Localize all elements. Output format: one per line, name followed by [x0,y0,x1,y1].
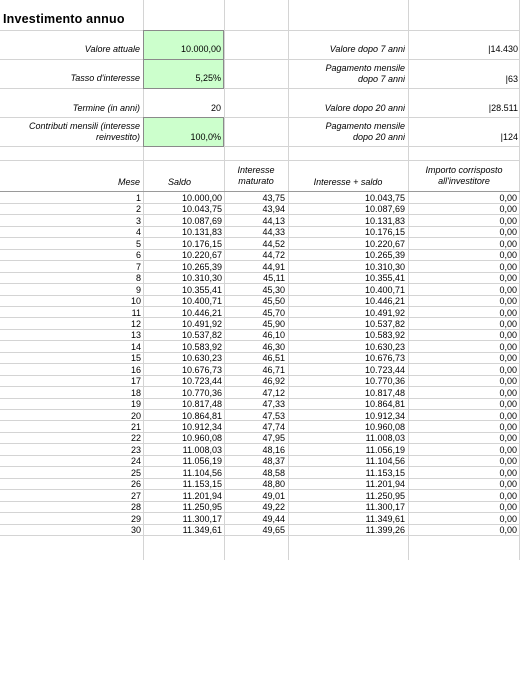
cell-interesse-saldo[interactable]: 10.310,30 [364,262,405,272]
cell-importo[interactable]: 0,00 [499,262,517,272]
table-row [0,238,520,249]
cell-interesse[interactable]: 43,75 [262,194,285,203]
cell-saldo[interactable]: 11.008,03 [182,445,222,455]
table-row [0,215,520,226]
header-interesse-line1: Interesse [237,165,275,175]
cell-interesse-saldo[interactable]: 11.153,15 [365,468,405,478]
cell-saldo[interactable]: 10.723,44 [181,377,222,387]
cell-saldo[interactable]: 10.265,39 [181,262,222,272]
cell-saldo[interactable]: 11.300,17 [182,514,222,524]
cell-interesse-saldo[interactable]: 10.176,15 [364,228,405,238]
cell-interesse-saldo[interactable]: 11.349,61 [365,514,405,524]
cell-mese[interactable]: 28 [130,503,141,513]
cell-importo[interactable]: 0,00 [499,274,517,284]
cell-interesse[interactable]: 48,80 [262,480,285,490]
label-pagamento-20-line1: Pagamento mensile [325,122,405,131]
table-row [0,192,520,203]
cell-mese[interactable]: 14 [130,342,141,352]
cell-interesse[interactable]: 47,74 [262,423,285,432]
label-pagamento-7-line1: Pagamento mensile [325,64,405,73]
cell-interesse[interactable]: 45,11 [263,274,285,284]
cell-mese[interactable]: 9 [135,285,141,295]
cell-interesse-saldo[interactable]: 10.087,69 [364,205,405,215]
cell-saldo[interactable]: 11.201,94 [182,491,222,501]
cell-importo[interactable]: 0,00 [499,354,517,364]
header-interesse-saldo: Interesse + saldo [313,177,383,187]
cell-saldo[interactable]: 10.176,15 [181,239,222,249]
cell-saldo[interactable]: 10.400,71 [181,297,222,307]
cell-importo[interactable]: 0,00 [499,239,517,249]
cell-interesse[interactable]: 47,95 [262,434,285,444]
cell-importo[interactable]: 0,00 [499,503,517,513]
cell-mese[interactable]: 16 [130,365,141,375]
cell-mese[interactable]: 4 [135,228,141,238]
cell-importo[interactable]: 0,00 [499,491,517,501]
table-row [0,432,520,443]
cell-importo[interactable]: 0,00 [499,194,517,203]
label-termine: Termine (in anni) [72,104,140,113]
cell-interesse[interactable]: 45,30 [262,285,285,295]
cell-saldo[interactable]: 10.817,48 [181,400,222,410]
cell-mese[interactable]: 23 [130,445,141,455]
cell-interesse[interactable]: 49,65 [262,526,285,536]
cell-saldo[interactable]: 10.912,34 [181,423,222,432]
cell-importo[interactable]: 0,00 [499,388,517,398]
value-pagamento-20: |124 [500,133,518,142]
cell-interesse-saldo[interactable]: 11.056,19 [365,445,405,455]
cell-mese[interactable]: 25 [130,468,141,478]
cell-importo[interactable]: 0,00 [499,216,517,226]
cell-interesse-saldo[interactable]: 10.676,73 [364,354,405,364]
cell-interesse[interactable]: 46,51 [262,354,285,364]
cell-importo[interactable]: 0,00 [499,308,517,318]
table-row [0,421,520,432]
cell-mese[interactable]: 11 [131,308,141,318]
value-pagamento-7: |63 [505,75,518,84]
cell-importo[interactable]: 0,00 [499,480,517,490]
cell-saldo[interactable]: 10.310,30 [181,274,222,284]
cell-interesse[interactable]: 48,58 [262,468,285,478]
cell-interesse[interactable]: 44,33 [262,228,285,238]
header-mese: Mese [117,177,140,187]
cell-saldo[interactable]: 11.104,56 [182,468,222,478]
label-pagamento-20-line2: dopo 20 anni [352,133,405,142]
cell-saldo[interactable]: 10.583,92 [181,342,222,352]
cell-mese[interactable]: 18 [130,388,141,398]
cell-interesse[interactable]: 44,72 [262,251,285,261]
table-row [0,295,520,306]
cell-interesse-saldo[interactable]: 10.912,34 [364,411,405,421]
table-row [0,444,520,455]
cell-importo[interactable]: 0,00 [499,526,517,536]
cell-mese[interactable]: 22 [130,434,141,444]
cell-saldo[interactable]: 11.250,95 [182,503,222,513]
cell-saldo[interactable]: 10.676,73 [181,365,222,375]
cell-saldo[interactable]: 10.000,00 [181,194,222,203]
cell-mese[interactable]: 6 [135,251,141,261]
table-row [0,249,520,260]
row-gridline [0,535,520,536]
cell-interesse-saldo[interactable]: 10.537,82 [364,319,405,329]
cell-interesse[interactable]: 44,91 [262,262,285,272]
cell-saldo[interactable]: 10.864,81 [181,411,222,421]
label-pagamento-7-line2: dopo 7 anni [357,75,405,84]
cell-importo[interactable]: 0,00 [499,423,517,432]
table-row [0,352,520,363]
table-row [0,467,520,478]
table-row [0,490,520,501]
cell-importo[interactable]: 0,00 [499,377,517,387]
cell-mese[interactable]: 20 [130,411,141,421]
cell-importo[interactable]: 0,00 [499,342,517,352]
cell-importo[interactable]: 0,00 [499,457,517,467]
header-importo-line1: Importo corrisposto [425,165,503,175]
cell-mese[interactable]: 17 [130,377,141,387]
cell-saldo[interactable]: 10.355,41 [181,285,222,295]
table-row [0,501,520,512]
cell-importo[interactable]: 0,00 [499,251,517,261]
cell-saldo[interactable]: 10.960,08 [181,434,222,444]
cell-mese[interactable]: 19 [130,400,141,410]
table-row [0,364,520,375]
table-row [0,307,520,318]
value-termine[interactable]: 20 [210,104,221,113]
cell-mese[interactable]: 27 [130,491,141,501]
cell-interesse[interactable]: 45,50 [262,297,285,307]
table-row [0,398,520,409]
cell-saldo[interactable]: 10.220,67 [181,251,222,261]
table-row [0,478,520,489]
value-valore-attuale[interactable]: 10.000,00 [180,45,221,54]
input-cell-contributi[interactable] [143,117,224,147]
cell-interesse[interactable]: 47,53 [262,411,285,421]
table-row [0,272,520,283]
table-row [0,410,520,421]
value-valore-7: |14.430 [488,45,518,54]
label-valore-20: Valore dopo 20 anni [324,104,405,113]
cell-mese[interactable]: 13 [130,331,141,341]
cell-interesse[interactable]: 48,16 [262,445,285,455]
cell-importo[interactable]: 0,00 [499,228,517,238]
cell-importo[interactable]: 0,00 [499,365,517,375]
cell-interesse-saldo[interactable]: 11.201,94 [365,480,405,490]
value-contributi[interactable]: 100,0% [190,133,221,142]
cell-saldo[interactable]: 10.043,75 [181,205,222,215]
cell-interesse[interactable]: 43,94 [262,205,285,215]
cell-importo[interactable]: 0,00 [499,331,517,341]
value-valore-20: |28.511 [488,104,518,113]
cell-importo[interactable]: 0,00 [499,205,517,215]
cell-interesse-saldo[interactable]: 10.491,92 [364,308,405,318]
cell-interesse[interactable]: 45,90 [262,319,285,329]
cell-importo[interactable]: 0,00 [499,297,517,307]
cell-mese[interactable]: 7 [135,262,141,272]
cell-importo[interactable]: 0,00 [499,411,517,421]
cell-mese[interactable]: 10 [130,297,141,307]
cell-mese[interactable]: 29 [130,514,141,524]
cell-saldo[interactable]: 10.537,82 [181,331,222,341]
table-row [0,203,520,214]
cell-interesse[interactable]: 46,71 [262,365,285,375]
table-row [0,387,520,398]
cell-saldo[interactable]: 10.446,21 [181,308,222,318]
cell-interesse[interactable]: 45,70 [262,308,285,318]
cell-interesse[interactable]: 49,22 [262,503,285,513]
cell-interesse-saldo[interactable]: 10.220,67 [364,239,405,249]
cell-interesse-saldo[interactable]: 10.400,71 [364,285,405,295]
label-contributi-line1: Contributi mensili (interesse [28,122,140,131]
table-row [0,341,520,352]
cell-interesse[interactable]: 46,30 [262,342,285,352]
cell-importo[interactable]: 0,00 [499,445,517,455]
cell-saldo[interactable]: 10.087,69 [181,216,222,226]
cell-interesse[interactable]: 49,01 [262,491,285,501]
cell-saldo[interactable]: 11.153,15 [182,480,222,490]
cell-importo[interactable]: 0,00 [499,319,517,329]
cell-saldo[interactable]: 10.630,23 [181,354,222,364]
cell-mese[interactable]: 30 [130,526,141,536]
cell-interesse-saldo[interactable]: 10.265,39 [364,251,405,261]
cell-interesse-saldo[interactable]: 10.583,92 [364,331,405,341]
cell-mese[interactable]: 12 [130,319,141,329]
cell-interesse-saldo[interactable]: 10.630,23 [364,342,405,352]
cell-mese[interactable]: 2 [135,205,141,215]
cell-mese[interactable]: 8 [135,274,141,284]
cell-importo[interactable]: 0,00 [499,400,517,410]
cell-saldo[interactable]: 11.349,61 [182,526,222,536]
sheet-title: Investimento annuo [3,12,125,26]
cell-mese[interactable]: 24 [130,457,141,467]
cell-interesse[interactable]: 44,13 [262,216,285,226]
cell-mese[interactable]: 15 [130,354,141,364]
table-row [0,329,520,340]
cell-interesse-saldo[interactable]: 10.131,83 [364,216,405,226]
cell-mese[interactable]: 21 [130,423,141,432]
cell-interesse-saldo[interactable]: 11.008,03 [365,434,405,444]
cell-interesse-saldo[interactable]: 10.043,75 [364,194,405,203]
cell-interesse-saldo[interactable]: 11.399,26 [365,526,405,536]
label-valore-attuale: Valore attuale [84,45,140,54]
table-row [0,524,520,535]
cell-mese[interactable]: 3 [135,216,141,226]
cell-interesse[interactable]: 46,10 [262,331,285,341]
cell-interesse[interactable]: 47,33 [262,400,285,410]
cell-saldo[interactable]: 10.491,92 [181,319,222,329]
cell-interesse[interactable]: 46,92 [262,377,285,387]
cell-interesse-saldo[interactable]: 10.355,41 [364,274,405,284]
cell-importo[interactable]: 0,00 [499,468,517,478]
table-row [0,318,520,329]
table-row [0,284,520,295]
cell-saldo[interactable]: 10.770,36 [181,388,222,398]
header-interesse-line2: maturato [238,176,274,186]
cell-interesse-saldo[interactable]: 10.960,08 [364,423,405,432]
value-tasso[interactable]: 5,25% [195,74,221,83]
cell-interesse[interactable]: 44,52 [262,239,285,249]
cell-importo[interactable]: 0,00 [499,434,517,444]
cell-interesse[interactable]: 48,37 [262,457,285,467]
cell-saldo[interactable]: 11.056,19 [182,457,222,467]
table-row [0,226,520,237]
cell-interesse-saldo[interactable]: 10.817,48 [364,388,405,398]
label-valore-7: Valore dopo 7 anni [329,45,405,54]
cell-interesse-saldo[interactable]: 10.770,36 [364,377,405,387]
cell-interesse[interactable]: 49,44 [262,514,285,524]
table-row [0,261,520,272]
table-row [0,375,520,386]
cell-interesse-saldo[interactable]: 10.864,81 [364,400,405,410]
cell-saldo[interactable]: 10.131,83 [181,228,222,238]
cell-importo[interactable]: 0,00 [499,285,517,295]
table-row [0,455,520,466]
cell-interesse-saldo[interactable]: 10.446,21 [364,297,405,307]
label-tasso: Tasso d'interesse [70,74,140,83]
cell-interesse-saldo[interactable]: 10.723,44 [364,365,405,375]
table-row [0,513,520,524]
header-saldo: Saldo [168,177,192,187]
cell-importo[interactable]: 0,00 [499,514,517,524]
cell-mese[interactable]: 26 [130,480,141,490]
label-contributi-line2: reinvestito) [95,133,140,142]
cell-mese[interactable]: 1 [135,194,141,203]
cell-interesse-saldo[interactable]: 11.104,56 [365,457,405,467]
header-importo-line2: all'investitore [438,176,490,186]
cell-interesse-saldo[interactable]: 11.250,95 [365,491,405,501]
cell-mese[interactable]: 5 [135,239,141,249]
cell-interesse-saldo[interactable]: 11.300,17 [365,503,405,513]
cell-interesse[interactable]: 47,12 [262,388,285,398]
